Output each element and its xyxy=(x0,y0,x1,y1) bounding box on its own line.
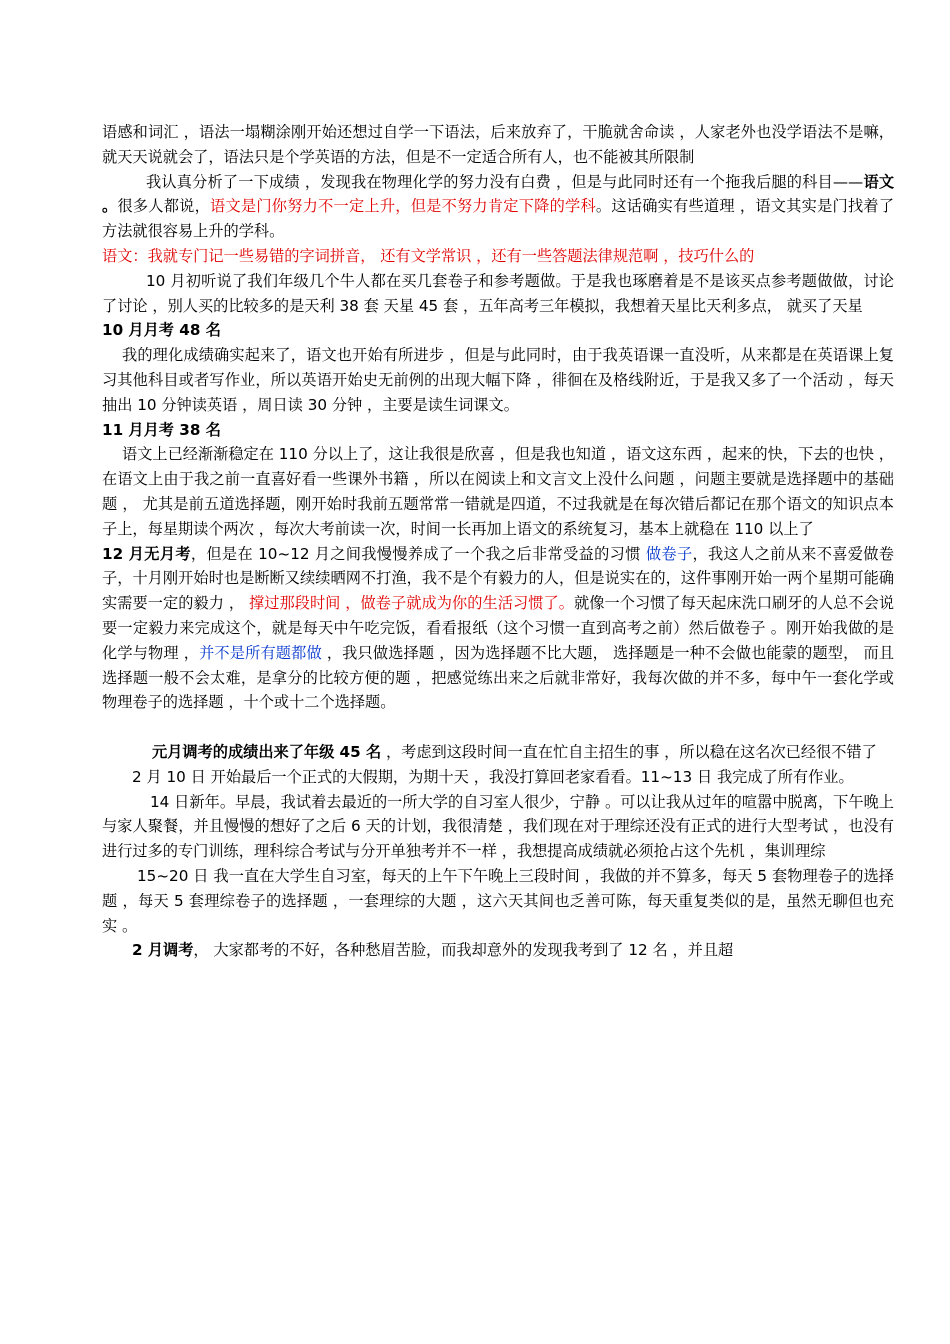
paragraph-grammar: 语感和词汇 ，语法一塌糊涂刚开始还想过自学一下语法，后来放弃了，干脆就舍命读 ，人家老外也没学语法不是嘛，就天天说就会了，语法只是个学英语的方法，但是不一定适合所有人，也不能被其所限制 xyxy=(102,123,894,166)
january-text: ，考虑到这段时间一直在忙自主招生的事 ，所以稳在这名次已经很不错了 xyxy=(381,742,877,761)
heading-october-exam: 10 月月考 48 名 xyxy=(102,321,221,340)
paragraph-february-exam xyxy=(102,938,894,963)
subject-chinese: 语文 。 xyxy=(102,172,895,216)
paragraph-january xyxy=(102,740,894,765)
analysis-text: 我认真分析了一下成绩 ，发现我在物理化学的努力没有白费 ，但是与此同时还有一个拖我后腿的科目—— xyxy=(146,172,864,191)
december-text-3: 就像一个习惯了每天起床洗口刷牙的人总不会说要一定毅力来完成这个，就是每天中午吃完饭，看看报纸（这个习惯一直到高考之前）然后做卷子 。刚开始我做的是化学与物理 ， xyxy=(102,594,895,662)
heading-february-exam: 2 月调考 xyxy=(132,941,194,960)
highlight-habit: 撑过那段时间 ，做卷子就成为你的生活习惯了。 xyxy=(248,594,574,613)
paragraph-new-year: 14 日新年。早晨，我试着去最近的一所大学的自习室人很少，宁静 。可以让我从过年的喧嚣中脱离，下午晚上与家人聚餐，并且慢慢的想好了之后 6 天的计划，我很清楚 ，我们现在对于理综还没有正式的进行大型考试 ，也没有进行过多的专门训练，理科综合考试与分开单独考并不一样 ，我想提高成绩就必须抢占这个先机 ，集训理综 xyxy=(102,792,894,861)
analysis-text-3: 。这话确实有些道理 ，语文其实是门找着了方法就很容易上升的学科。 xyxy=(102,197,895,241)
february-exam-text: ， 大家都考的不好，各种愁眉苦脸，而我却意外的发现我考到了 12 名 ，并且超 xyxy=(193,941,734,960)
paragraph-october: 我的理化成绩确实起来了，语文也开始有所进步 ，但是与此同时，由于我英语课一直没听，从来都是在英语课上复习其他科目或者写作业，所以英语开始史无前例的出现大幅下降 ，徘徊在及格线附近，于是我又多了一个活动 ，每天抽出 10 分钟读英语 ，周日读 30 分钟 ，主要是读生词课文。 xyxy=(102,346,894,414)
paragraph-december xyxy=(102,542,894,716)
heading-november-exam: 11 月月考 38 名 xyxy=(102,420,221,439)
highlight-quote: 语文是门你努力不一定上升，但是不努力肯定下降的学科 xyxy=(210,197,596,216)
highlight-do-papers: 做卷子 xyxy=(645,544,693,563)
analysis-text-2: 很多人都说， xyxy=(117,197,211,216)
paragraph-practice-books: 10 月初听说了我们年级几个牛人都在买几套卷子和参考题做。于是我也琢磨着是不是该买点参考题做做，讨论了讨论 ，别人买的比较多的是天利 38 套 天星 45 套 ，五年高考三年模拟，我想着天星比天利多点， 就买了天星 xyxy=(102,271,894,315)
paragraph-february-holiday: 2 月 10 日 开始最后一个正式的大假期，为期十天 ，我没打算回老家看看。11~13 日 我完成了所有作业。 xyxy=(132,767,854,786)
paragraph-chinese-method: 语文：我就专门记一些易错的字词拼音， 还有文学常识 ，还有一些答题法律规范啊 ，技巧什么的 xyxy=(102,246,755,265)
december-text-4: ，我只做选择题 ，因为选择题不比大题， 选择题是一种不会做也能蒙的题型， 而且选择题一般不会太难，是拿分的比较方便的题 ，把感觉练出来之后就非常好，我每次做的并不多，每中午一套化学或物理卷子的选择题 ，十个或十二个选择题。 xyxy=(102,643,895,712)
heading-december: 12 月无月考 xyxy=(102,544,191,563)
heading-january: 元月调考的成绩出来了年级 45 名 xyxy=(152,742,382,761)
paragraph-analysis xyxy=(102,170,894,244)
paragraph-study-days: 15~20 日 我一直在大学生自习室，每天的上午下午晚上三段时间 ，我做的并不算多，每天 5 套物理卷子的选择题 ，每天 5 套理综卷子的选择题 ，一套理综的大题 ，这六天其间也乏善可陈，每天重复类似的是，虽然无聊但也充实 。 xyxy=(102,866,894,935)
december-text-2: ，我这人之前从来不喜爱做卷子，十月刚开始时也是断断又续续晒网不打渔，我不是个有毅力的人，但是说实在的，这件事刚开始一两个星期可能确实需要一定的毅力 ， xyxy=(102,544,894,613)
highlight-not-all: 并不是所有题都做 xyxy=(199,643,322,662)
paragraph-november: 语文上已经渐渐稳定在 110 分以上了，这让我很是欣喜 ，但是我也知道 ，语文这东西 ，起来的快，下去的也快 ，在语文上由于我之前一直喜好看一些课外书籍 ，所以在阅读上和文言文上没什么问题 ，问题主要就是选择题中的基础题 ， 尤其是前五道选择题，刚开始时我前五题常常一错就是四道，不过我就是在每次错后都记在那个语文的知识点本子上，每星期读个两次 ，每次大考前读一次，时间一长再加上语文的系统复习，基本上就稳在 110 以上了 xyxy=(102,445,894,538)
december-text: ，但是在 10~12 月之间我慢慢养成了一个我之后非常受益的习惯 xyxy=(190,544,646,563)
document-body xyxy=(102,120,894,963)
blank-line xyxy=(102,715,894,740)
